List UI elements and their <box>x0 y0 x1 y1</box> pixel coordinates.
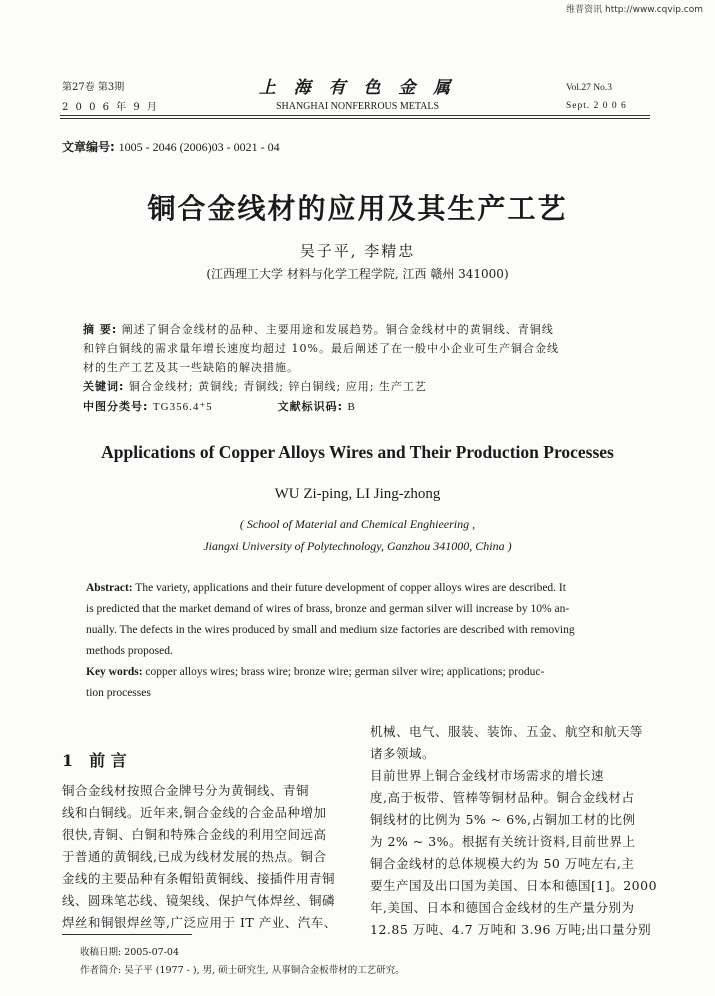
body-right-line: 诸多领域。 <box>370 746 436 761</box>
abstract-en-line: methods proposed. <box>86 645 173 657</box>
affiliation-cn: (江西理工大学 材料与化学工程学院, 江西 赣州 341000) <box>206 267 509 281</box>
section-number: 1 <box>62 751 74 770</box>
body-right-line: 年,美国、日本和德国合金线材的生产量分别为 <box>370 900 635 915</box>
keywords-cn-text: 铜合金线材; 黄铜线; 青铜线; 锌白铜线; 应用; 生产工艺 <box>128 380 427 393</box>
title-cn: 铜合金线材的应用及其生产工艺 <box>147 192 568 225</box>
clc-label: 中图分类号: <box>83 400 149 413</box>
abstract-en-line <box>86 582 566 594</box>
volume-issue-cn: 第27卷 第3期 <box>62 82 125 93</box>
classification-line <box>83 398 356 414</box>
date-cn: 2 0 0 6 年 9 月 <box>62 102 159 113</box>
journal-title-en: SHANGHAI NONFERROUS METALS <box>275 101 440 112</box>
abstract-en-line: is predicted that the market demand of wires of brass, bronze and german silver will increase by 10% an- <box>86 603 570 615</box>
section-heading <box>62 748 143 771</box>
abstract-en-text: The variety, applications and their future development of copper alloys wires are described. It <box>135 582 566 594</box>
body-right-line: 为 2% ~ 3%。根据有关统计资料,目前世界上 <box>370 834 636 849</box>
body-right-line: 机械、电气、服装、装饰、五金、航空和航天等 <box>370 724 644 739</box>
body-right-line: 铜线材的比例为 5% ~ 6%,占铜加工材的比例 <box>370 812 636 827</box>
body-left-line: 线和白铜线。近年来,铜合金线的合金品种增加 <box>62 805 327 820</box>
authors-en: WU Zi-ping, LI Jing-zhong <box>274 486 441 502</box>
doc-code-label: 文献标识码: <box>277 400 344 413</box>
body-left-line: 铜合金线材按照合金牌号分为黄铜线、青铜 <box>62 783 310 798</box>
abstract-cn-line <box>83 321 554 337</box>
doc-code-value: B <box>347 401 356 413</box>
clc-value: TG356.4⁺5 <box>152 401 213 413</box>
body-left-line: 金线的主要品种有条帽铅黄铜线、接插件用青铜 <box>62 871 336 886</box>
abstract-cn-label: 摘 要: <box>83 323 118 336</box>
footnote-received: 收稿日期: 2005-07-04 <box>80 947 179 958</box>
body-right-line: 度,高于板带、管棒等铜材品种。铜合金线材占 <box>370 790 635 805</box>
keywords-en-line: tion processes <box>86 687 151 699</box>
affiliation-en-line: ( School of Material and Chemical Enghieering , <box>239 517 476 531</box>
keywords-en-label: Key words: <box>86 666 143 678</box>
abstract-en-line: nually. The defects in the wires produced by small and medium size factories are described with removing <box>86 624 575 636</box>
body-left-line: 于普通的黄铜线,已成为线材发展的热点。铜合 <box>62 849 327 864</box>
watermark: 维普资讯 http://www.cqvip.com <box>566 5 703 15</box>
keywords-cn-label: 关键词: <box>83 380 125 393</box>
header-rule-top <box>60 115 650 116</box>
body-left-line: 线、圆珠笔芯线、镜架线、保护气体焊丝、铜磷 <box>62 893 336 908</box>
keywords-en-text: copper alloys wires; brass wire; bronze wire; german silver wire; applications; produc- <box>145 666 545 678</box>
authors-cn: 吴子平, 李精忠 <box>299 242 416 260</box>
body-right-line: 12.85 万吨、4.7 万吨和 3.96 万吨;出口量分别 <box>370 922 652 937</box>
title-en: Applications of Copper Alloys Wires and Their Production Processes <box>101 442 614 462</box>
abstract-cn-line: 和锌白铜线的需求量年增长速度均超过 10%。最后阐述了在一般中小企业可生产铜合金线 <box>83 342 559 355</box>
body-right-line: 铜合金线材的总体规模大约为 50 万吨左右,主 <box>370 856 635 871</box>
body-right-line: 要生产国及出口国为美国、日本和德国[1]。2000 <box>370 878 658 893</box>
header-rule-bottom <box>60 118 650 119</box>
body-left-line: 很快,青铜、白铜和特殊合金线的利用空间远高 <box>62 827 327 842</box>
article-number-value: 1005 - 2046 (2006)03 - 0021 - 04 <box>118 140 280 154</box>
journal-title-cn: 上 海 有 色 金 属 <box>258 78 457 98</box>
keywords-en <box>86 666 544 678</box>
abstract-cn-line: 材的生产工艺及其一些缺陷的解决措施。 <box>83 361 299 374</box>
abstract-cn-text: 阐述了铜合金线材的品种、主要用途和发展趋势。铜合金线材中的黄铜线、青铜线 <box>121 323 554 336</box>
keywords-cn <box>83 378 427 394</box>
date-en: Sept. 2 0 0 6 <box>566 101 627 111</box>
affiliation-en-line: Jiangxi University of Polytechnology, Ganzhou 341000, China ) <box>203 539 512 553</box>
volume-issue-en: Vol.27 No.3 <box>566 83 613 93</box>
article-number <box>62 138 280 155</box>
footnote-rule <box>62 934 192 935</box>
body-left-line: 焊丝和铜银焊丝等,广泛应用于 IT 产业、汽车、 <box>62 915 337 930</box>
footnote-author: 作者简介: 吴子平 (1977 - ), 男, 硕士研究生, 从事铜合金板带材的工艺研究。 <box>80 965 405 976</box>
body-right-line: 目前世界上铜合金线材市场需求的增长速 <box>370 768 605 783</box>
article-number-label: 文章编号: <box>62 140 115 154</box>
abstract-en-label: Abstract: <box>86 582 133 594</box>
section-title: 前 言 <box>89 751 127 770</box>
